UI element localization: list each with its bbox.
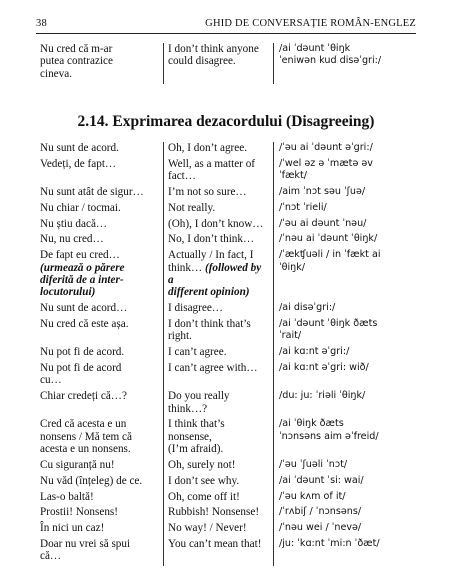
english-cell: I can’t agree with… [164,362,274,390]
phonetic-cell: /ˈnəu ai ˈdəunt ˈθiŋk/ [279,233,378,245]
table-row [36,362,426,390]
section-title: 2.14. Exprimarea dezacordului (Disagreeing) [77,113,375,130]
english-cell: Oh, come off it! [164,491,274,507]
phonetic-cell: /ai kɑ:nt əˈgri:/ [279,346,350,358]
english-cell: I disagree… [164,302,274,318]
english-cell: Well, as a matter of fact… [164,158,274,186]
romanian-cell: Nu sunt atât de sigur… [36,186,164,202]
phonetic-cell: /ju: ˈkɑ:nt ˈmi:n ˈðæt/ [279,538,380,549]
english-cell: (Oh), I don’t know… [164,218,274,234]
romanian-cell: Nu văd (înțeleg) de ce. [36,475,164,491]
english-cell: Actually / In fact, I think… (followed by a different opinion) [164,249,274,302]
phonetic-cell: /ˈwel əz ə ˈmætə əv ˈfækt/ [279,157,373,182]
romanian-cell: Nu pot fi de acord. [36,346,164,362]
phonetic-cell: /ai ˈdəunt ˈθiŋk ðæts ˈrait/ [279,318,378,342]
table-row [36,390,426,418]
romanian-cell: Nu cred că m-ar putea contrazice cineva. [36,43,164,84]
table-row [36,506,426,522]
english-cell: Rubbish! Nonsense! [164,506,274,522]
romanian-cell: Cu siguranță nu! [36,459,164,475]
table-row [36,522,426,538]
romanian-cell: Nu sunt de acord… [36,302,164,318]
phonetic-cell: /ˈrʌbiʃ / ˈnɔnsəns/ [279,506,362,518]
phonetic-cell: /ˈəu ai dəunt ˈnəu/ [279,217,367,229]
english-cell: Oh, surely not! [164,459,274,475]
romanian-cell: Las-o baltă! [36,491,164,507]
english-cell: No, I don’t think… [164,233,274,249]
romanian-cell: Nu știu dacă… [36,218,164,234]
romanian-cell: Cred că acesta e un nonsens / Mă tem că acesta e un nonsens. [36,418,164,459]
phonetic-cell: /ai ˈdəunt ˈsi: wai/ [279,474,364,486]
table-row [36,475,426,491]
table-row [36,202,426,218]
table-row [36,491,426,507]
english-cell: Do you really think…? [164,390,274,418]
phrase-table [36,142,426,566]
phonetic-cell: /ai ˈθiŋk ðæts ˈnɔnsəns aim əˈfreid/ [279,418,379,442]
romanian-cell: Nu sunt de acord. [36,142,164,158]
romanian-cell: De fapt eu cred… (urmează o părere diferită de a inter- locutorului) [36,249,164,302]
romanian-cell: Nu, nu cred… [36,233,164,249]
table-row [36,142,426,158]
romanian-cell: Vedeți, de fapt… [36,158,164,186]
page-number: 38 [36,18,47,29]
book-title: GHID DE CONVERSAȚIE ROMÂN-ENGLEZ [205,18,416,29]
table-row [36,302,426,318]
phonetic-cell: /ˈækʧuəli / in ˈfækt ai ˈθiŋk/ [279,249,381,273]
phonetic-cell: /du: ju: ˈriəli ˈθiŋk/ [279,390,366,402]
romanian-cell: Nu chiar / tocmai. [36,202,164,218]
table-row [36,43,426,84]
english-cell: Not really. [164,202,274,218]
phonetic-cell: /ˈnəu wei / ˈnevə/ [279,522,362,534]
phonetic-cell: /ˈəu ˈʃuəli ˈnɔt/ [279,459,348,471]
romanian-cell: În nici un caz! [36,522,164,538]
running-header [36,15,416,34]
english-cell: No way! / Never! [164,522,274,538]
table-row [36,538,426,566]
english-cell: I don’t see why. [164,475,274,491]
english-cell: I can’t agree. [164,346,274,362]
romanian-cell: Doar nu vrei să spui că… [36,538,164,566]
table-row [36,186,426,202]
table-row [36,459,426,475]
phonetic-cell: /aim ˈnɔt səu ˈʃuə/ [279,186,366,197]
table-row [36,218,426,234]
phonetic-cell: /ˈəu kʌm of it/ [279,490,346,502]
english-cell: I don’t think that’s right. [164,318,274,346]
phonetic-cell: /ai disəˈgri:/ [279,302,336,314]
romanian-cell: Nu pot fi de acord cu… [36,362,164,390]
english-cell: You can’t mean that! [164,538,274,566]
usage-note: (followed by a different opinion) [168,261,262,299]
table-row [36,249,426,302]
table-row [36,158,426,186]
phonetic-cell: /ˈnɔt ˈrieli/ [279,201,327,213]
romanian-cell: Nu cred că este așa. [36,318,164,346]
usage-note: (urmează o părere diferită de a inter- locutorului) [40,261,125,299]
table-row [36,346,426,362]
intro-phrase-table [36,43,426,84]
english-cell: I think that’s nonsense, (I’m afraid). [164,418,274,459]
romanian-cell: Chiar credeți că…? [36,390,164,418]
english-cell: Oh, I don’t agree. [164,142,274,158]
phonetic-cell: /ai ˈdəunt ˈθiŋk ˈeniwən kud disəˈgri:/ [279,43,382,67]
english-cell: I don’t think anyone could disagree. [164,43,274,84]
phonetic-cell: /ˈəu ai ˈdəunt əˈgri:/ [279,142,373,153]
table-row [36,318,426,346]
table-row [36,418,426,459]
phonetic-cell: /ai kɑ:nt əˈgri: wið/ [279,362,369,373]
english-cell: I’m not so sure… [164,186,274,202]
table-row [36,233,426,249]
romanian-cell: Prostii! Nonsens! [36,506,164,522]
